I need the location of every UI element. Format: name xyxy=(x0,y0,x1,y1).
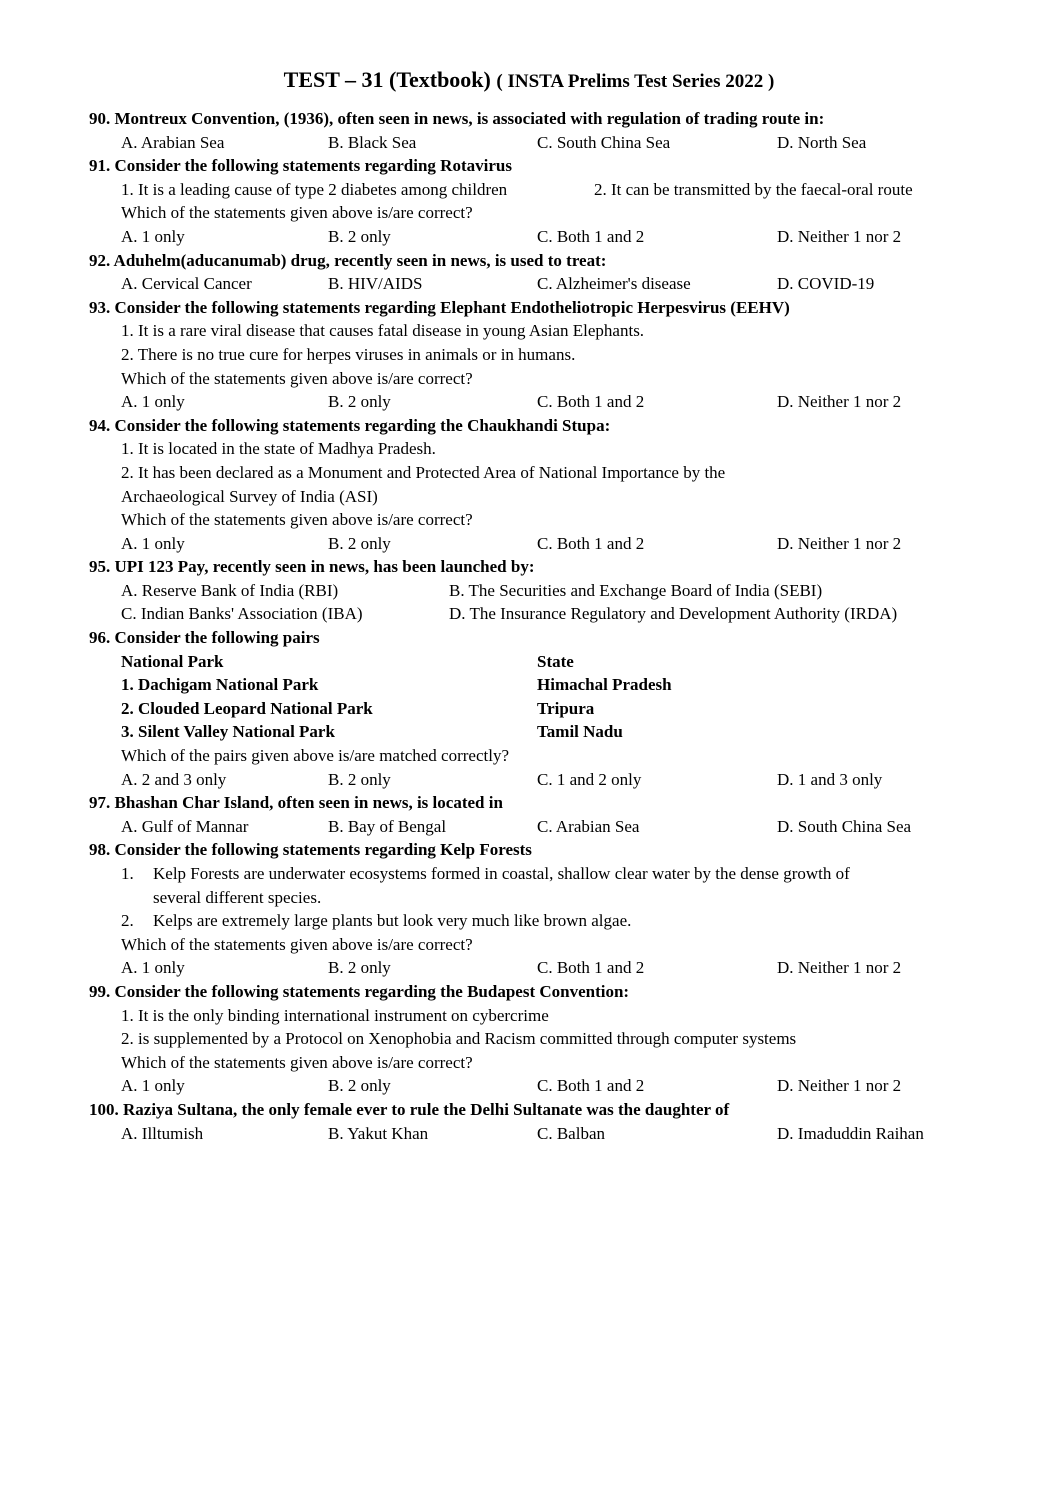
page-title xyxy=(0,66,1058,96)
statement-1: 1. It is the only binding international instrument on cybercrime xyxy=(121,1005,549,1025)
statement-2: 2. is supplemented by a Protocol on Xenophobia and Racism committed through computer systems xyxy=(121,1029,797,1049)
question-97: 97. Bhashan Char Island, often seen in news, is located in xyxy=(89,793,503,813)
options-97 xyxy=(89,815,989,839)
options-99 xyxy=(89,1074,989,1098)
statement-2-continued: Archaeological Survey of India (ASI) xyxy=(121,486,378,506)
option-d: D. The Insurance Regulatory and Development Authority (IRDA) xyxy=(449,604,898,624)
option-d: D. Neither 1 nor 2 xyxy=(777,226,902,246)
option-a: A. 2 and 3 only xyxy=(121,769,227,789)
option-b: B. 2 only xyxy=(328,533,391,553)
pair-left: 3. Silent Valley National Park xyxy=(121,722,335,742)
option-b: B. 2 only xyxy=(328,958,391,978)
question-list xyxy=(89,107,989,1145)
option-c: C. Indian Banks' Association (IBA) xyxy=(121,604,363,624)
question-92: 92. Aduhelm(aducanumab) drug, recently seen in news, is used to treat: xyxy=(89,250,607,270)
option-b: B. 2 only xyxy=(328,769,391,789)
options-95-row1 xyxy=(89,579,989,603)
question-99: 99. Consider the following statements regarding the Budapest Convention: xyxy=(89,981,630,1001)
option-a: A. 1 only xyxy=(121,226,185,246)
option-b: B. HIV/AIDS xyxy=(328,274,423,294)
question-90: 90. Montreux Convention, (1936), often seen in news, is associated with regulation of trading route in: xyxy=(89,109,825,128)
option-c: C. Arabian Sea xyxy=(537,816,640,836)
option-b: B. Black Sea xyxy=(328,132,417,152)
statements-91 xyxy=(89,178,989,202)
question-96: 96. Consider the following pairs xyxy=(89,628,320,648)
option-c: C. Balban xyxy=(537,1123,605,1143)
question-prompt: Which of the statements given above is/are correct? xyxy=(121,368,473,388)
pair-row xyxy=(89,720,989,744)
option-d: D. North Sea xyxy=(777,132,867,152)
options-93 xyxy=(89,390,989,414)
pair-left: 1. Dachigam National Park xyxy=(121,675,319,695)
options-100 xyxy=(89,1122,989,1146)
option-c: C. Both 1 and 2 xyxy=(537,392,645,412)
question-93: 93. Consider the following statements regarding Elephant Endotheliotropic Herpesvirus (EEHV) xyxy=(89,297,790,317)
numbered-statement-2 xyxy=(89,909,989,933)
option-a: A. Arabian Sea xyxy=(121,132,225,152)
question-prompt: Which of the statements given above is/are correct? xyxy=(121,203,473,223)
option-a: A. 1 only xyxy=(121,1076,185,1096)
options-94 xyxy=(89,532,989,556)
numbered-statement-1 xyxy=(89,862,989,886)
option-d: D. Neither 1 nor 2 xyxy=(777,533,902,553)
option-d: D. COVID-19 xyxy=(777,274,875,294)
option-b: B. 2 only xyxy=(328,392,391,412)
question-prompt: Which of the pairs given above is/are matched correctly? xyxy=(121,746,509,766)
question-100: 100. Raziya Sultana, the only female ever to rule the Delhi Sultanate was the daughter of xyxy=(89,1099,730,1119)
question-94: 94. Consider the following statements regarding the Chaukhandi Stupa: xyxy=(89,415,611,435)
option-c: C. Both 1 and 2 xyxy=(537,1076,645,1096)
option-a: A. Gulf of Mannar xyxy=(121,816,249,836)
option-a: A. 1 only xyxy=(121,533,185,553)
option-a: A. Cervical Cancer xyxy=(121,274,252,294)
option-d: D. 1 and 3 only xyxy=(777,769,883,789)
test-title: TEST – 31 (Textbook) xyxy=(283,67,491,92)
question-98: 98. Consider the following statements regarding Kelp Forests xyxy=(89,840,532,860)
question-91: 91. Consider the following statements regarding Rotavirus xyxy=(89,156,512,176)
statement-1: 1. It is a leading cause of type 2 diabetes among children xyxy=(121,179,508,199)
option-c: C. Both 1 and 2 xyxy=(537,533,645,553)
statement-text: Kelp Forests are underwater ecosystems formed in coastal, shallow clear water by the dense growth of xyxy=(153,864,850,883)
statement-1: 1. It is located in the state of Madhya Pradesh. xyxy=(121,439,436,459)
pair-right: Tripura xyxy=(537,698,595,718)
options-96 xyxy=(89,768,989,792)
option-c: C. Both 1 and 2 xyxy=(537,958,645,978)
option-b: B. 2 only xyxy=(328,226,391,246)
statement-number: 2. xyxy=(121,911,134,931)
statement-2: 2. It can be transmitted by the faecal-oral route xyxy=(594,179,913,199)
statement-2: 2. There is no true cure for herpes viruses in animals or in humans. xyxy=(121,344,576,364)
question-prompt: Which of the statements given above is/are correct? xyxy=(121,1052,473,1072)
statement-text: several different species. xyxy=(153,887,322,907)
question-prompt: Which of the statements given above is/are correct? xyxy=(121,510,473,530)
option-b: B. Yakut Khan xyxy=(328,1123,429,1143)
statement-1: 1. It is a rare viral disease that causes fatal disease in young Asian Elephants. xyxy=(121,321,645,341)
option-a: A. 1 only xyxy=(121,958,185,978)
options-92 xyxy=(89,272,989,296)
question-prompt: Which of the statements given above is/are correct? xyxy=(121,934,473,954)
option-a: A. Illtumish xyxy=(121,1123,204,1143)
pairs-header xyxy=(89,650,989,674)
option-c: C. Alzheimer's disease xyxy=(537,274,691,294)
series-title: ( INSTA Prelims Test Series 2022 ) xyxy=(496,71,775,92)
option-d: D. Neither 1 nor 2 xyxy=(777,1076,902,1096)
pair-row xyxy=(89,673,989,697)
pair-left: 2. Clouded Leopard National Park xyxy=(121,698,373,718)
option-a: A. Reserve Bank of India (RBI) xyxy=(121,580,339,600)
option-c: C. South China Sea xyxy=(537,132,671,152)
option-c: C. Both 1 and 2 xyxy=(537,226,645,246)
question-95: 95. UPI 123 Pay, recently seen in news, has been launched by: xyxy=(89,557,535,577)
pairs-header-right: State xyxy=(537,651,574,671)
option-b: B. Bay of Bengal xyxy=(328,816,447,836)
options-98 xyxy=(89,956,989,980)
pair-right: Tamil Nadu xyxy=(537,722,623,742)
options-95-row2 xyxy=(89,602,989,626)
option-d: D. Imaduddin Raihan xyxy=(777,1123,924,1143)
statement-2: 2. It has been declared as a Monument and Protected Area of National Importance by the xyxy=(121,462,726,482)
statement-text: Kelps are extremely large plants but look very much like brown algae. xyxy=(153,911,632,931)
options-91 xyxy=(89,225,989,249)
option-d: D. Neither 1 nor 2 xyxy=(777,958,902,978)
statement-number: 1. xyxy=(121,864,134,883)
numbered-statement-1-continued xyxy=(89,886,989,910)
options-90 xyxy=(89,131,989,155)
pair-row xyxy=(89,697,989,721)
option-b: B. 2 only xyxy=(328,1076,391,1096)
pair-right: Himachal Pradesh xyxy=(537,675,672,695)
pairs-header-left: National Park xyxy=(121,651,224,671)
option-b: B. The Securities and Exchange Board of India (SEBI) xyxy=(449,580,823,600)
option-d: D. South China Sea xyxy=(777,816,912,836)
option-a: A. 1 only xyxy=(121,392,185,412)
option-c: C. 1 and 2 only xyxy=(537,769,642,789)
option-d: D. Neither 1 nor 2 xyxy=(777,392,902,412)
